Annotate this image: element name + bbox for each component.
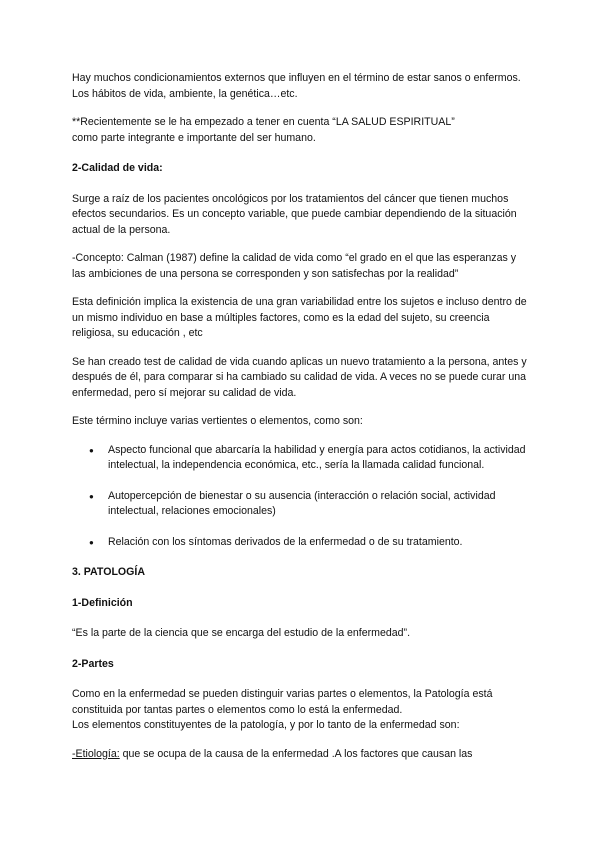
vertientes-list [72,443,532,474]
etiologia-label: -Etiología: [72,747,120,760]
list-item: ● Relación con los síntomas derivados de la enfermedad o de su tratamiento. [108,535,532,551]
paragraph-salud-espiritual [72,115,532,146]
etiologia-text: que se ocupa de la causa de la enfermedad .A los factores que causan las [119,747,473,760]
paragraph-condicionamientos: Hay muchos condicionamientos externos que influyen en el término de estar sanos o enfermos. Los hábitos de vida, ambiente, la genética…etc. [72,72,521,100]
paragraph-origen: Surge a raíz de los pacientes oncológicos por los tratamientos del cáncer que tienen muchos efectos secundarios. Es un concepto variable, que puede cambiar dependiendo de la situación actual de la persona. [72,192,517,236]
paragraph-etiologia [72,747,532,763]
vertientes-list-2 [72,489,532,520]
paragraph-definicion: “Es la parte de la ciencia que se encarga del estudio de la enfermedad”. [72,627,411,639]
heading-definicion: 1-Definición [72,596,133,609]
paragraph-concepto: -Concepto: Calman (1987) define la calidad de vida como “el grado en el que las esperanzas y las ambiciones de una persona se corresponden y son satisfechas por la realidad” [72,252,517,280]
paragraph-partes [72,687,532,734]
list-item: ● Aspecto funcional que abarcaría la habilidad y energía para actos cotidianos, la actividad intelectual, la independencia económica, etc., sería la llamada calidad funcional. [108,443,532,474]
heading-patologia: 3. PATOLOGÍA [72,566,145,578]
salud-espiritual-line-1: **Recientemente se le ha empezado a tener en cuenta “LA SALUD ESPIRITUAL” [72,116,455,128]
paragraph-test: Se han creado test de calidad de vida cuando aplicas un nuevo tratamiento a la persona, antes y después de él, para comparar si ha cambiado su calidad de vida. A veces no se puede curar una enfermedad, pero sí mejorar su calidad de vida. [72,355,527,399]
partes-line-2: Los elementos constituyentes de la patología, y por lo tanto de la enfermedad son: [72,719,460,731]
heading-calidad-de-vida: 2-Calidad de vida: [72,162,163,174]
vertientes-list-3 [72,535,532,551]
document-body [72,71,532,762]
list-item: ● Autopercepción de bienestar o su ausencia (interacción o relación social, actividad intelectual, relaciones emocionales) [108,489,532,520]
partes-line-1: Como en la enfermedad se pueden distinguir varias partes o elementos, la Patología está constituida por tantas partes o elementos como lo está la enfermedad. [72,688,493,716]
paragraph-vertientes: Este término incluye varias vertientes o elementos, como son: [72,415,363,427]
salud-espiritual-line-2: como parte integrante e importante del ser humano. [72,131,316,144]
paragraph-variabilidad: Esta definición implica la existencia de una gran variabilidad entre los sujetos e incluso dentro de un mismo individuo en base a múltiples factores, como es la edad del sujeto, su creencia religiosa, su educación , etc [72,296,527,339]
heading-partes: 2-Partes [72,657,114,670]
